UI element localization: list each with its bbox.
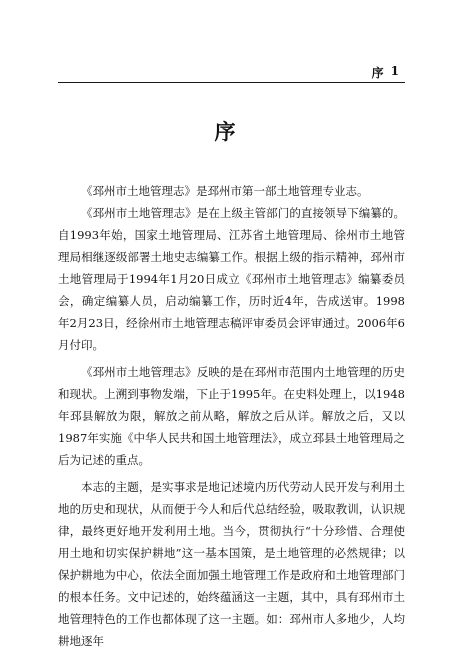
paragraph: 《邳州市土地管理志》反映的是在邳州市范围内土地管理的历史和现状。上溯到事物发端，下止于1995年。在史料处理上，以1948年邳县解放为限，解放之前从略，解放之后从详。解放之后，又以1987年实施《中华人民共和国土地管理法》，成立邳县土地管理局之后为记述的重点。 <box>58 365 405 467</box>
header-rule <box>58 82 405 83</box>
paragraph: 本志的主题，是实事求是地记述境内历代劳动人民开发与利用土地的历史和现状，从而便于今人和后代总结经验，吸取教训，认识规律，最终更好地开发利用土地。当今，贯彻执行“十分珍惜、合理使用土地和切实保护耕地”这一基本国策，是土地管理的必然规律；以保护耕地为中心，依法全面加强土地管理工作是政府和土地管理部门的根本任务。文中记述的，始终蕴涵这一主题，其中，具有邳州市土地管理特色的工作也都体现了这一主题。如：邳州市人多地少，人均耕地逐年 <box>58 480 405 648</box>
body-text <box>58 180 405 652</box>
running-header-section: 序 <box>371 66 385 80</box>
paragraph: 《邳州市土地管理志》是邳州市第一部土地管理专业志。 <box>81 184 369 198</box>
page-number: 1 <box>390 64 400 78</box>
chapter-title: 序 <box>214 119 236 144</box>
paragraph: 《邳州市土地管理志》是在上级主管部门的直接领导下编纂的。自1993年始，国家土地管理局、江苏省土地管理局、徐州市土地管理局相继逐级部署土地史志编纂工作。根据上级的指示精神，邳州市土地管理局于1994年1月20日成立《邳州市土地管理志》编纂委员会，确定编纂人员，启动编纂工作，历时近4年，告成送审。1998年2月23日，经徐州市土地管理志稿评审委员会评审通过。2006年6月付印。 <box>58 206 405 352</box>
running-header <box>372 64 400 81</box>
